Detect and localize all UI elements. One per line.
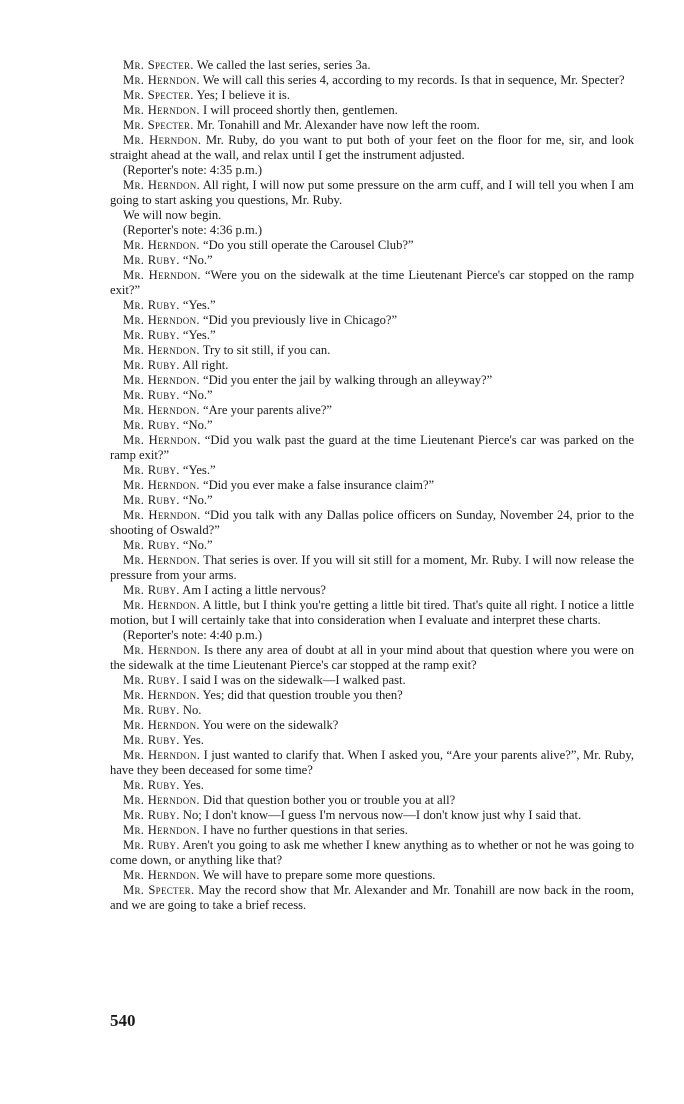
speaker-name: Mr. Herndon.	[123, 718, 200, 732]
transcript-paragraph	[110, 778, 634, 793]
speaker-name: Mr. Ruby.	[123, 493, 180, 507]
transcript-paragraph	[110, 133, 634, 163]
transcript-paragraph	[110, 868, 634, 883]
transcript-paragraph	[110, 598, 634, 628]
paragraph-text: (Reporter's note: 4:35 p.m.)	[123, 163, 263, 177]
transcript-paragraph	[110, 388, 634, 403]
transcript-paragraph	[110, 553, 634, 583]
speaker-name: Mr. Herndon.	[123, 433, 201, 447]
transcript-paragraph	[110, 163, 634, 178]
transcript-paragraph	[110, 538, 634, 553]
transcript-paragraph	[110, 418, 634, 433]
speaker-name: Mr. Ruby.	[123, 463, 180, 477]
speaker-name: Mr. Specter.	[123, 88, 194, 102]
paragraph-text: I have no further questions in that series.	[203, 823, 408, 837]
speaker-name: Mr. Ruby.	[123, 583, 180, 597]
transcript-paragraph	[110, 268, 634, 298]
paragraph-text: We will now begin.	[123, 208, 222, 222]
paragraph-text: Is there any area of doubt at all in your mind about that question where you were on the sidewalk at the time Lieutenant Pierce's car stopped at the ramp exit?	[110, 643, 634, 672]
transcript-paragraph	[110, 643, 634, 673]
transcript-paragraph	[110, 823, 634, 838]
transcript-paragraph	[110, 688, 634, 703]
paragraph-text: “No.”	[182, 388, 213, 402]
paragraph-text: All right.	[182, 358, 229, 372]
paragraph-text: Am I acting a little nervous?	[182, 583, 326, 597]
paragraph-text: “Yes.”	[182, 463, 216, 477]
paragraph-text: I said I was on the sidewalk—I walked past.	[182, 673, 406, 687]
paragraph-text: (Reporter's note: 4:36 p.m.)	[123, 223, 263, 237]
transcript-paragraph	[110, 463, 634, 478]
speaker-name: Mr. Ruby.	[123, 703, 180, 717]
paragraph-text: We will have to prepare some more questions.	[202, 868, 436, 882]
speaker-name: Mr. Ruby.	[123, 778, 180, 792]
paragraph-text: “Were you on the sidewalk at the time Lieutenant Pierce's car stopped on the ramp exit?”	[110, 268, 634, 297]
paragraph-text: We will call this series 4, according to my records. Is that in sequence, Mr. Specter?	[202, 73, 625, 87]
speaker-name: Mr. Herndon.	[123, 553, 201, 567]
paragraph-text: Yes; I believe it is.	[196, 88, 290, 102]
transcript-paragraph	[110, 343, 634, 358]
speaker-name: Mr. Herndon.	[123, 103, 200, 117]
paragraph-text: I will proceed shortly then, gentlemen.	[203, 103, 398, 117]
paragraph-text: We called the last series, series 3a.	[196, 58, 371, 72]
paragraph-text: “No.”	[182, 253, 213, 267]
transcript-paragraph	[110, 718, 634, 733]
transcript-paragraph	[110, 58, 634, 73]
paragraph-text: “No.”	[182, 418, 213, 432]
paragraph-text: “Did you talk with any Dallas police officers on Sunday, November 24, prior to the shooting of Oswald?”	[110, 508, 634, 537]
transcript-paragraph	[110, 208, 634, 223]
speaker-name: Mr. Herndon.	[123, 748, 201, 762]
paragraph-text: “Did you enter the jail by walking through an alleyway?”	[203, 373, 493, 387]
speaker-name: Mr. Ruby.	[123, 298, 180, 312]
speaker-name: Mr. Herndon.	[123, 238, 200, 252]
paragraph-text: “Yes.”	[182, 328, 216, 342]
transcript-paragraph	[110, 433, 634, 463]
transcript-paragraph	[110, 253, 634, 268]
transcript-paragraph	[110, 793, 634, 808]
paragraph-text: Yes.	[182, 778, 204, 792]
transcript-paragraph	[110, 328, 634, 343]
transcript-paragraph	[110, 883, 634, 913]
transcript-paragraph	[110, 73, 634, 88]
speaker-name: Mr. Herndon.	[123, 598, 200, 612]
speaker-name: Mr. Herndon.	[123, 403, 200, 417]
paragraph-text: “Did you walk past the guard at the time Lieutenant Pierce's car was parked on the ramp exit?”	[110, 433, 634, 462]
speaker-name: Mr. Herndon.	[123, 868, 200, 882]
transcript-paragraph	[110, 493, 634, 508]
speaker-name: Mr. Ruby.	[123, 538, 180, 552]
transcript-paragraph	[110, 508, 634, 538]
paragraph-text: Try to sit still, if you can.	[202, 343, 331, 357]
transcript-paragraph	[110, 223, 634, 238]
paragraph-text: “Are your parents alive?”	[203, 403, 333, 417]
speaker-name: Mr. Ruby.	[123, 418, 180, 432]
speaker-name: Mr. Ruby.	[123, 673, 180, 687]
paragraph-text: All right, I will now put some pressure on the arm cuff, and I will tell you when I am going to start asking you questions, Mr. Ruby.	[110, 178, 634, 207]
paragraph-text: “No.”	[182, 538, 213, 552]
speaker-name: Mr. Herndon.	[123, 178, 201, 192]
paragraph-text: Yes; did that question trouble you then?	[202, 688, 403, 702]
speaker-name: Mr. Herndon.	[123, 268, 201, 282]
speaker-name: Mr. Herndon.	[123, 73, 200, 87]
page-number: 540	[110, 1011, 136, 1030]
speaker-name: Mr. Specter.	[123, 118, 194, 132]
transcript-paragraph	[110, 178, 634, 208]
transcript-paragraph	[110, 313, 634, 328]
speaker-name: Mr. Ruby.	[123, 838, 180, 852]
speaker-name: Mr. Herndon.	[123, 133, 202, 147]
paragraph-text: Did that question bother you or trouble you at all?	[203, 793, 456, 807]
transcript-paragraph	[110, 733, 634, 748]
transcript-paragraph	[110, 88, 634, 103]
transcript-paragraph	[110, 628, 634, 643]
paragraph-text: “Did you previously live in Chicago?”	[203, 313, 398, 327]
speaker-name: Mr. Ruby.	[123, 358, 180, 372]
transcript-paragraph	[110, 238, 634, 253]
transcript-paragraph	[110, 103, 634, 118]
transcript-paragraph	[110, 808, 634, 823]
paragraph-text: “Yes.”	[182, 298, 216, 312]
paragraph-text: “No.”	[182, 493, 213, 507]
transcript-paragraph	[110, 118, 634, 133]
transcript-paragraph	[110, 673, 634, 688]
paragraph-text: I just wanted to clarify that. When I asked you, “Are your parents alive?”, Mr. Ruby, have they been deceased for some time?	[110, 748, 634, 777]
transcript-paragraph	[110, 403, 634, 418]
speaker-name: Mr. Ruby.	[123, 733, 180, 747]
speaker-name: Mr. Herndon.	[123, 643, 201, 657]
transcript-paragraph	[110, 703, 634, 718]
transcript-paragraph	[110, 838, 634, 868]
transcript-paragraph	[110, 748, 634, 778]
speaker-name: Mr. Herndon.	[123, 373, 200, 387]
speaker-name: Mr. Herndon.	[123, 688, 200, 702]
paragraph-text: You were on the sidewalk?	[202, 718, 339, 732]
speaker-name: Mr. Herndon.	[123, 508, 201, 522]
paragraph-text: No; I don't know—I guess I'm nervous now—I don't know just why I said that.	[182, 808, 582, 822]
speaker-name: Mr. Ruby.	[123, 808, 180, 822]
speaker-name: Mr. Herndon.	[123, 793, 200, 807]
speaker-name: Mr. Herndon.	[123, 823, 200, 837]
paragraph-text: Yes.	[182, 733, 204, 747]
paragraph-text: Aren't you going to ask me whether I knew anything as to whether or not he was going to come down, or anything like that?	[110, 838, 634, 867]
paragraph-text: (Reporter's note: 4:40 p.m.)	[123, 628, 263, 642]
speaker-name: Mr. Herndon.	[123, 313, 200, 327]
speaker-name: Mr. Ruby.	[123, 388, 180, 402]
paragraph-text: Mr. Tonahill and Mr. Alexander have now left the room.	[196, 118, 480, 132]
transcript-paragraph	[110, 373, 634, 388]
speaker-name: Mr. Ruby.	[123, 253, 180, 267]
paragraph-text: May the record show that Mr. Alexander and Mr. Tonahill are now back in the room, and we are going to take a brief recess.	[110, 883, 634, 912]
transcript-page	[110, 58, 634, 913]
speaker-name: Mr. Ruby.	[123, 328, 180, 342]
paragraph-text: “Did you ever make a false insurance claim?”	[203, 478, 435, 492]
paragraph-text: That series is over. If you will sit still for a moment, Mr. Ruby. I will now release the pressure from your arms.	[110, 553, 635, 582]
speaker-name: Mr. Specter.	[123, 58, 194, 72]
transcript-paragraph	[110, 583, 634, 598]
transcript-paragraph	[110, 358, 634, 373]
transcript-paragraph	[110, 478, 634, 493]
paragraph-text: “Do you still operate the Carousel Club?”	[203, 238, 414, 252]
transcript-paragraph	[110, 298, 634, 313]
paragraph-text: A little, but I think you're getting a little bit tired. That's quite all right. I notice a little motion, but I will certainly take that into consideration when I evaluate and interpret these charts.	[110, 598, 634, 627]
paragraph-text: Mr. Ruby, do you want to put both of your feet on the floor for me, sir, and look straight ahead at the wall, and relax until I get the instrument adjusted.	[110, 133, 634, 162]
speaker-name: Mr. Specter.	[123, 883, 195, 897]
speaker-name: Mr. Herndon.	[123, 478, 200, 492]
paragraph-text: No.	[182, 703, 202, 717]
speaker-name: Mr. Herndon.	[123, 343, 200, 357]
